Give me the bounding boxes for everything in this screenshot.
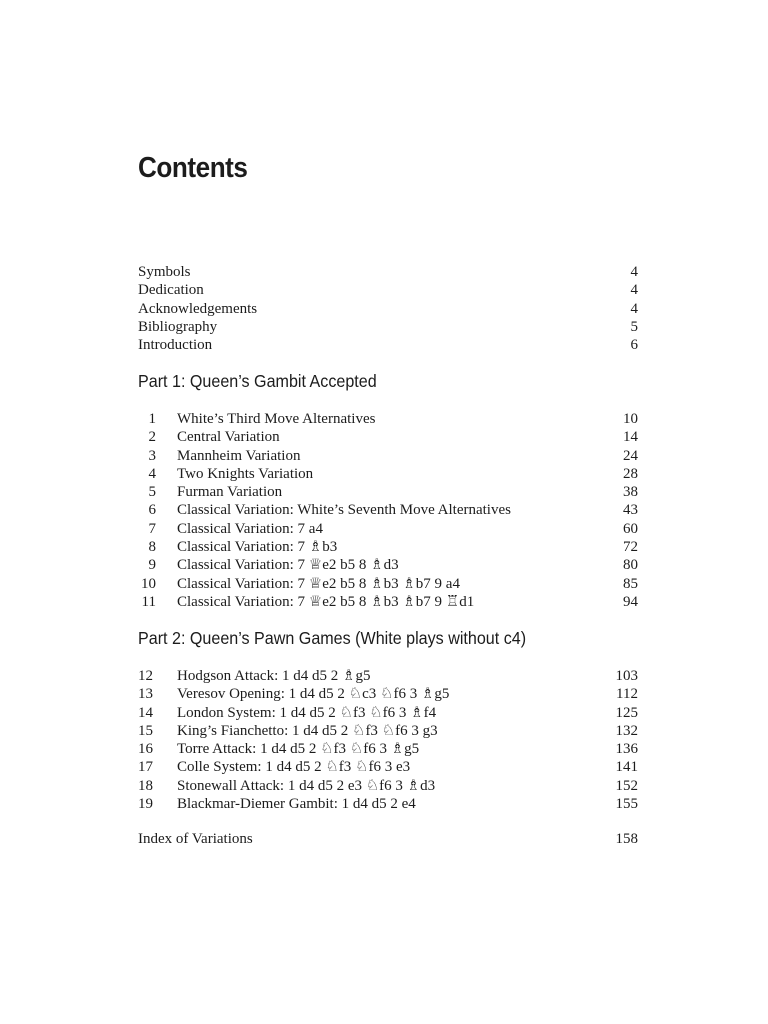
entry-title: Symbols: [138, 264, 191, 280]
page-number: 38: [623, 484, 638, 501]
toc-entry: [138, 722, 638, 740]
page-number: 4: [630, 282, 638, 299]
entry-title: Veresov Opening: 1 d4 d5 2 ♘c3 ♘f6 3 ♗g5: [177, 686, 450, 703]
toc-entry: [138, 795, 638, 813]
page-number: 4: [630, 264, 638, 280]
toc-entry: [138, 520, 638, 538]
toc-entry: [138, 667, 638, 685]
page-number: 94: [623, 593, 638, 610]
entry-title: Index of Variations: [138, 831, 253, 847]
chapter-number: 7: [148, 520, 156, 537]
chapter-number: 13: [138, 686, 153, 703]
toc-entry: [138, 410, 638, 428]
entry-title: Classical Variation: 7 ♕e2 b5 8 ♗b3 ♗b7 9 ♖d1: [177, 593, 475, 610]
chapter-number: 11: [141, 593, 156, 610]
part2-heading: Part 2: Queen’s Pawn Games (White plays without c4): [138, 628, 527, 648]
toc-entry: [138, 777, 638, 795]
chapter-number: 18: [138, 777, 153, 794]
toc-entry: [138, 447, 638, 465]
toc-entry: [138, 483, 638, 501]
toc-entry: [138, 336, 638, 354]
page-number: 85: [623, 575, 638, 592]
chapter-number: 8: [148, 539, 156, 556]
entry-title: Classical Variation: 7 a4: [177, 520, 323, 537]
page-number: 6: [630, 337, 638, 354]
chapter-number: 1: [148, 411, 156, 427]
entry-title: Two Knights Variation: [177, 465, 314, 482]
page-number: 10: [623, 411, 638, 427]
entry-title: Acknowledgements: [138, 300, 258, 317]
chapter-number: 4: [148, 465, 156, 482]
part2-chapter-list: [138, 667, 638, 813]
entry-title: Classical Variation: 7 ♕e2 b5 8 ♗d3: [177, 557, 399, 574]
chapter-number: 19: [138, 796, 153, 813]
page-number: 60: [623, 520, 638, 537]
toc-entry: [138, 300, 638, 318]
toc-entry: [138, 575, 638, 593]
page-number: 136: [615, 741, 638, 758]
page-number: 103: [615, 668, 638, 684]
toc-entry: [138, 830, 638, 848]
toc-entry: [138, 465, 638, 483]
chapter-number: 15: [138, 722, 153, 739]
entry-title: Blackmar-Diemer Gambit: 1 d4 d5 2 e4: [177, 796, 416, 813]
page-number: 152: [615, 777, 638, 794]
toc-entry: [138, 501, 638, 519]
part1-chapter-list: [138, 410, 638, 611]
entry-title: London System: 1 d4 d5 2 ♘f3 ♘f6 3 ♗f4: [177, 704, 437, 721]
page-number: 4: [630, 300, 638, 317]
page-number: 158: [615, 831, 638, 847]
toc-entry: [138, 428, 638, 446]
entry-title: Mannheim Variation: [177, 447, 301, 464]
chapter-number: 10: [141, 575, 156, 592]
entry-title: Classical Variation: 7 ♗b3: [177, 539, 338, 556]
chapter-number: 5: [148, 484, 156, 501]
entry-title: Colle System: 1 d4 d5 2 ♘f3 ♘f6 3 e3: [177, 759, 411, 776]
page-number: 72: [623, 539, 638, 556]
chapter-number: 2: [148, 429, 156, 446]
page-number: 5: [630, 318, 638, 335]
page-title: Contents: [138, 152, 248, 184]
toc-entry: [138, 281, 638, 299]
entry-title: Furman Variation: [177, 484, 283, 501]
toc-entry: [138, 685, 638, 703]
chapter-number: 16: [138, 741, 153, 758]
entry-title: Classical Variation: 7 ♕e2 b5 8 ♗b3 ♗b7 9 a4: [177, 575, 460, 592]
entry-title: White’s Third Move Alternatives: [177, 411, 376, 427]
part1-heading: Part 1: Queen’s Gambit Accepted: [138, 371, 377, 391]
entry-title: Central Variation: [177, 429, 280, 446]
entry-title: Dedication: [138, 282, 204, 299]
toc-entry: [138, 740, 638, 758]
toc-entry: [138, 556, 638, 574]
toc-entry: [138, 538, 638, 556]
toc-entry: [138, 318, 638, 336]
page-number: 155: [615, 796, 638, 813]
page-number: 28: [623, 465, 638, 482]
chapter-number: 6: [148, 502, 156, 519]
entry-title: Classical Variation: White’s Seventh Move Alternatives: [177, 502, 511, 519]
page-number: 43: [623, 502, 638, 519]
chapter-number: 17: [138, 759, 153, 776]
page-number: 132: [615, 722, 638, 739]
entry-title: Stonewall Attack: 1 d4 d5 2 e3 ♘f6 3 ♗d3: [177, 777, 436, 794]
page-number: 24: [623, 447, 638, 464]
page-number: 80: [623, 557, 638, 574]
chapter-number: 3: [148, 447, 156, 464]
front-matter-list: [138, 263, 638, 354]
chapter-number: 12: [138, 668, 153, 684]
toc-entry: [138, 704, 638, 722]
entry-title: King’s Fianchetto: 1 d4 d5 2 ♘f3 ♘f6 3 g3: [177, 722, 438, 739]
entry-title: Hodgson Attack: 1 d4 d5 2 ♗g5: [177, 668, 371, 684]
chapter-number: 14: [138, 704, 153, 721]
toc-entry: [138, 593, 638, 611]
entry-title: Bibliography: [138, 318, 218, 335]
toc-entry: [138, 758, 638, 776]
page-number: 112: [616, 686, 638, 703]
chapter-number: 9: [148, 557, 156, 574]
page-number: 14: [623, 429, 638, 446]
toc-entry: [138, 263, 638, 281]
back-matter-list: [138, 830, 638, 848]
entry-title: Torre Attack: 1 d4 d5 2 ♘f3 ♘f6 3 ♗g5: [177, 741, 420, 758]
entry-title: Introduction: [138, 337, 213, 354]
page-number: 125: [615, 704, 638, 721]
page-number: 141: [615, 759, 638, 776]
